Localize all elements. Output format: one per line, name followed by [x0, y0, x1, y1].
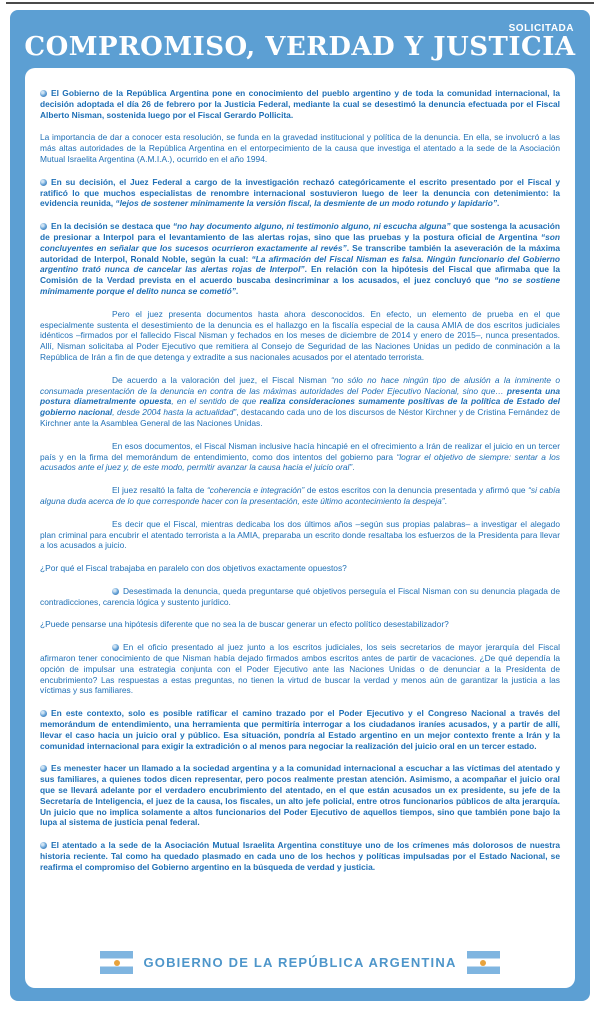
text-segment: . En relación con la hipótesis del Fiscal que afirmaba que la Comisión de la Verdad prevista en el acuerdo buscaba desincriminar a los acusados, el juez concluyó que — [40, 264, 560, 286]
cockade-bullet-icon — [40, 765, 47, 772]
paragraph — [40, 563, 560, 574]
text-segment: . — [444, 495, 447, 506]
text-segment: Pero el juez presenta documentos hasta ahora desconocidos. En efecto, un elemento de prueba en el que especialmente sustenta el desestimiento de la denuncia es el hallazgo en la fiscalía especial de la causa AMIA de dos escritos judiciales idénticos –firmados por el fallecido Fiscal Nisman y fechados en los meses de diciembre de 2014 y enero de 2015–, nunca presentados. Allí, Nisman solicitaba al Poder Ejecutivo que remitiera al Consejo de Seguridad de las Naciones Unidas un pedido de conminación a la República de Irán a fin de que detenga y extradite a sus nacionales acusados por el atentado terrorista. — [40, 308, 560, 362]
text-segment: que sostenga la acusación de presionar a Interpol para el levantamiento de las alertas rojas, sino que las pruebas y la postura oficial de Argentina — [40, 221, 560, 242]
text-segment: Es decir que el Fiscal, mientras dedicaba los dos últimos años –según sus propias palabras– a investigar el alegado plan criminal para encubrir el atentado terrorista a la AMIA, preparaba un escrito donde resaltaba los esfuerzos de la Presidenta para llevar a los acusados a juicio. — [40, 518, 560, 551]
paragraph — [40, 619, 560, 630]
text-segment: “lograr el objetivo de siempre: sentar a los acusados ante el juez y, de este modo, permitir avanzar la causa hacia el juicio oral” — [40, 451, 560, 473]
text-segment: En el oficio presentado al juez junto a los escritos judiciales, los seis secretarios de mayor jerarquía del Fiscal afirmaron tener conocimiento de que Nisman había dejado firmados ambos escritos antes de partir de vacaciones. ¿De qué dependía la opción de impulsar una estrategia conjunta con el Poder Ejecutivo ante las Naciones Unidas o de denunciar a la Presidenta de encubrimiento? Las respuestas a estas preguntas, no tienen la virtud de buscar la verdad y menos aún de garantizar la justicia a las víctimas y sus familiares. — [40, 642, 560, 696]
paragraph — [40, 642, 560, 696]
text-segment: realiza consideraciones sumamente positivas de la política de Estado del gobierno nacional — [40, 396, 560, 418]
argentina-flag-icon-right — [467, 951, 500, 974]
text-segment: , en el sentido de que — [171, 396, 260, 407]
text-segment: “son concluyentes en señalar que los sucesos ocurrieron exactamente al revés” — [40, 231, 560, 253]
text-segment: ¿Puede pensarse una hipótesis diferente que no sea la de buscar generar un efecto político desestabilizador? — [40, 619, 449, 630]
text-segment: De acuerdo a la valoración del juez, el Fiscal Nisman — [112, 374, 332, 385]
text-segment: La importancia de dar a conocer esta resolución, se funda en la gravedad institucional y política de la denuncia. En ella, se involucró a las más altas autoridades de la República Argentina en el entorpecimiento de la causa que investiga el atentado a la sede de la Asociación Mutual Israelita Argentina (A.M.I.A.), ocurrido en el año 1994. — [40, 132, 560, 164]
sun-of-may-icon — [480, 960, 486, 966]
paragraph — [40, 708, 560, 751]
page-title: COMPROMISO, VERDAD Y JUSTICIA — [24, 32, 576, 62]
content-card — [25, 68, 575, 988]
text-segment: El Gobierno de la República Argentina pone en conocimiento del pueblo argentino y de toda la comunidad internacional, la decisión adoptada el día 26 de febrero por la Justicia Federal, mediante la cual se desestimó la denuncia efectuada por el Fiscal Alberto Nisman, sostenida luego por el Fiscal Gerardo Pollicita. — [40, 88, 560, 120]
text-segment: Desestimada la denuncia, queda preguntarse qué objetivos perseguía el Fiscal Nisman con su denuncia plagada de contradicciones, carencia lógica y sustento jurídico. — [40, 585, 560, 607]
solicitada-badge: SOLICITADA — [508, 23, 574, 34]
text-segment: , desde 2004 hasta la actualidad” — [112, 407, 237, 418]
text-segment: “no hay documento alguno, ni testimonio alguno, ni escucha alguna” — [172, 221, 451, 232]
text-segment: “si cabía alguna duda acerca de lo que corresponde hacer con la presentación, este último acontecimiento la despeja” — [40, 485, 561, 506]
text-segment: de estos escritos con la denuncia presentada y afirmó que — [304, 485, 529, 496]
paragraph — [40, 763, 560, 828]
text-segment: . — [497, 198, 500, 209]
footer-label: GOBIERNO DE LA REPÚBLICA ARGENTINA — [143, 955, 457, 970]
text-segment: ¿Por qué el Fiscal trabajaba en paralelo con dos objetivos exactamente opuestos? — [40, 563, 347, 574]
text-segment: El juez resaltó la falta de — [112, 485, 208, 496]
text-segment: presenta una postura diametralmente opuesta — [40, 385, 560, 407]
text-segment: . — [352, 462, 355, 473]
paragraph — [40, 375, 560, 429]
text-segment: En su decisión, el Juez Federal a cargo de la investigación rechazó categóricamente el escrito presentado por el Fiscal y ratificó lo que muchos especialistas de renombre internacional sostuvieron luego de leer la denuncia con detenimiento: la evidencia reunida, — [40, 176, 560, 209]
footer — [25, 951, 575, 974]
text-segment: “coherencia e integración” — [207, 485, 305, 496]
paragraph — [40, 519, 560, 551]
cockade-bullet-icon — [112, 588, 119, 595]
paragraph — [40, 88, 560, 120]
text-segment: El atentado a la sede de la Asociación Mutual Israelita Argentina constituye uno de los crímenes más dolorosos de nuestra historia reciente. Tal como ha quedado plasmado en cada uno de los hechos y políticas impulsadas por el Estado Nacional, se reafirma el compromiso del Gobierno argentino en la búsqueda de verdad y justicia. — [40, 840, 560, 872]
paragraph — [40, 177, 560, 209]
text-segment: En la decisión se destaca que — [51, 221, 173, 232]
cockade-bullet-icon — [112, 644, 119, 651]
text-segment: . Se transcribe también la aseveración de la máxima autoridad de Interpol, Ronald Noble, según la cual: — [40, 242, 561, 264]
text-segment: En este contexto, solo es posible ratificar el camino trazado por el Poder Ejecutivo y el Congreso Nacional a través del memorándum de entendimiento, una herramienta que permitiría interrogar a los ciudadanos iraníes acusados, y a partir de allí, llevar el caso hacia un juicio oral y público. Esa situación, pondría al Estado argentino en un mejor contexto frente a Irán y la comunidad internacional para exigir la extradición o al menos para negociar la realización del juicio oral en un tercer estado. — [40, 708, 560, 751]
text-segment: “no se sostiene mínimamente porque el delito nunca se cometió” — [40, 275, 560, 296]
paragraph — [40, 840, 560, 872]
paragraph — [40, 309, 560, 363]
sun-of-may-icon — [114, 960, 120, 966]
cockade-bullet-icon — [40, 90, 47, 97]
text-segment: “no sólo no hace ningún tipo de alusión a la inminente o consumada presentación de la denuncia en contra de las máximas autoridades del Poder Ejecutivo Nacional, sino que… — [40, 374, 560, 396]
cockade-bullet-icon — [40, 842, 47, 849]
text-segment: “La afirmación del Fiscal Nisman es falsa. Ningún funcionario del Gobierno argentino trató nunca de cancelar las alertas rojas de Interpol” — [40, 253, 560, 275]
cockade-bullet-icon — [40, 223, 47, 230]
text-segment: , destacando cada uno de los discursos de Néstor Kirchner y de Cristina Fernández de Kirchner ante la Asamblea General de las Naciones Unidas. — [40, 407, 561, 428]
paragraph — [40, 132, 560, 164]
paragraph — [40, 586, 560, 608]
argentina-flag-icon-left — [100, 951, 133, 974]
paragraph — [40, 485, 560, 507]
text-segment: Es menester hacer un llamado a la sociedad argentina y a la comunidad internacional a escuchar a las víctimas del atentado y sus familiares, a quienes todos dicen representar, pero pocos realmente prestan atención. Asimismo, a acompañar el juicio oral que se llevará adelante por el verdadero encubrimiento del atentado, en el que están acusados un ex presidente, su jefe de la Secretaría de Inteligencia, el juez de la causa, los fiscales, un alto jefe policial, entre otros funcionarios públicos de alta jerarquía. Un juicio que no implica solamente a altos funcionarios del Poder Ejecutivo de aquellos tiempos, sino que también pone bajo la lupa al sistema de justicia penal federal. — [40, 763, 560, 828]
paragraph — [40, 221, 560, 297]
text-segment: En esos documentos, el Fiscal Nisman inclusive hacía hincapié en el ofrecimiento a Irán de realizar el juicio en un tercer país y en la firma del memorándum de entendimiento, como dos intentos del gobierno para — [40, 440, 560, 462]
cockade-bullet-icon — [40, 179, 47, 186]
document-paragraphs — [40, 88, 560, 885]
text-segment: “lejos de sostener mínimamente la versión fiscal, la desmiente de un modo rotundo y lapidario” — [115, 198, 498, 209]
cockade-bullet-icon — [40, 710, 47, 717]
top-rule — [6, 2, 594, 4]
text-segment: . — [235, 285, 239, 296]
blue-frame — [10, 10, 590, 1001]
paragraph — [40, 441, 560, 473]
